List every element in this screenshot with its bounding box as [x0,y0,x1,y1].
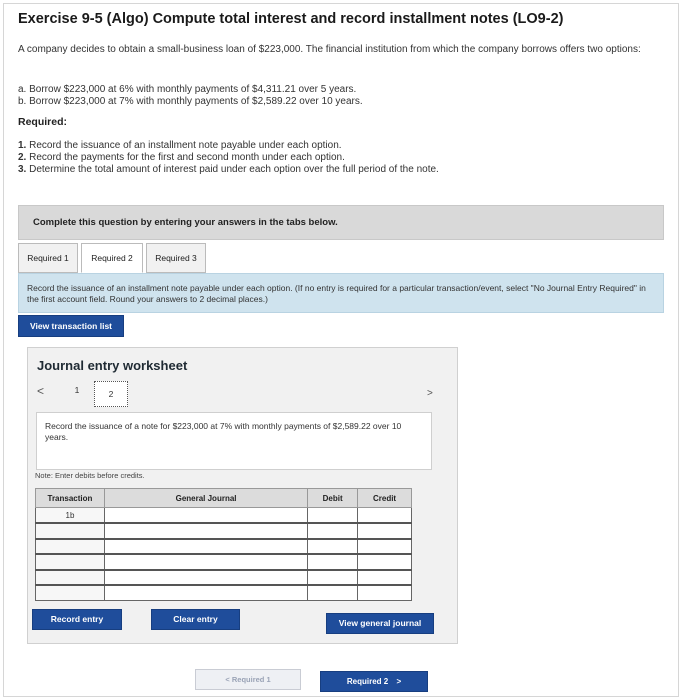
chevron-right-icon[interactable]: > [427,388,433,399]
required-heading: Required: [18,116,68,128]
account-input[interactable] [104,508,307,524]
table-row [36,585,412,601]
table-row [36,539,412,555]
header-transaction: Transaction [36,489,105,508]
header-credit: Credit [358,489,412,508]
required-item-text: Determine the total amount of interest paid under each option over the full period of the note. [29,164,439,175]
worksheet-title: Journal entry worksheet [37,358,188,373]
credit-input[interactable] [358,523,412,539]
table-row [36,554,412,570]
account-input[interactable] [104,539,307,555]
transaction-cell [36,539,105,555]
required-item-number: 1. [18,140,27,151]
transaction-cell: 1b [36,508,105,524]
transaction-cell [36,585,105,601]
transaction-description: Record the issuance of a note for $223,000 at 7% with monthly payments of $2,589.22 over 10 years. [36,412,432,470]
required-item [18,140,658,152]
debit-input[interactable] [308,523,358,539]
credit-input[interactable] [358,508,412,524]
account-input[interactable] [104,585,307,601]
credit-input[interactable] [358,539,412,555]
transaction-cell [36,523,105,539]
required-item [18,164,658,176]
required-item [18,152,658,164]
next-required-label: Required 2 [346,677,389,686]
chevron-left-icon: < [225,675,230,684]
previous-required-button[interactable] [195,669,301,690]
debits-credits-note: Note: Enter debits before credits. [35,471,145,480]
record-entry-button[interactable]: Record entry [32,609,122,630]
account-input[interactable] [104,554,307,570]
clear-entry-button[interactable]: Clear entry [151,609,240,630]
account-input[interactable] [104,523,307,539]
next-required-button[interactable] [320,671,428,692]
tab-required-2[interactable]: Required 2 [81,243,143,273]
credit-input[interactable] [358,585,412,601]
credit-input[interactable] [358,570,412,586]
table-row [36,508,412,524]
intro-text: A company decides to obtain a small-business loan of $223,000. The financial institution from which the company borrows offers two options: [18,44,641,55]
required-item-number: 3. [18,164,27,175]
table-row [36,570,412,586]
tab-required-3[interactable]: Required 3 [146,243,206,273]
view-transaction-list-button[interactable]: View transaction list [18,315,124,337]
required-item-text: Record the issuance of an installment note payable under each option. [29,140,342,151]
previous-required-label: Required 1 [231,675,271,684]
debit-input[interactable] [308,508,358,524]
option-a: a. Borrow $223,000 at 6% with monthly payments of $4,311.21 over 5 years. [18,84,357,95]
view-general-journal-button[interactable]: View general journal [326,613,434,634]
required-item-number: 2. [18,152,27,163]
tab-required-1[interactable]: Required 1 [18,243,78,273]
credit-input[interactable] [358,554,412,570]
journal-entry-table [35,488,412,601]
journal-entry-worksheet [27,347,458,644]
worksheet-page-2[interactable]: 2 [94,381,128,407]
debit-input[interactable] [308,554,358,570]
complete-question-banner: Complete this question by entering your answers in the tabs below. [18,205,664,240]
transaction-cell [36,570,105,586]
table-row [36,523,412,539]
debit-input[interactable] [308,570,358,586]
worksheet-page-1[interactable]: 1 [74,385,80,395]
chevron-right-icon: > [396,677,402,686]
transaction-cell [36,554,105,570]
required-item-text: Record the payments for the first and second month under each option. [29,152,345,163]
debit-input[interactable] [308,585,358,601]
options-list [18,84,658,108]
page-title: Exercise 9-5 (Algo) Compute total interest and record installment notes (LO9-2) [18,11,564,27]
option-b: b. Borrow $223,000 at 7% with monthly payments of $2,589.22 over 10 years. [18,96,363,107]
header-general-journal: General Journal [104,489,307,508]
header-debit: Debit [308,489,358,508]
debit-input[interactable] [308,539,358,555]
instruction-banner: Record the issuance of an installment note payable under each option. (If no entry is required for a particular transaction/event, select "No Journal Entry Required" in the first account field. Round your answers to 2 decimal places.) [18,273,664,313]
account-input[interactable] [104,570,307,586]
chevron-left-icon[interactable]: < [37,384,45,398]
required-list [18,140,658,176]
